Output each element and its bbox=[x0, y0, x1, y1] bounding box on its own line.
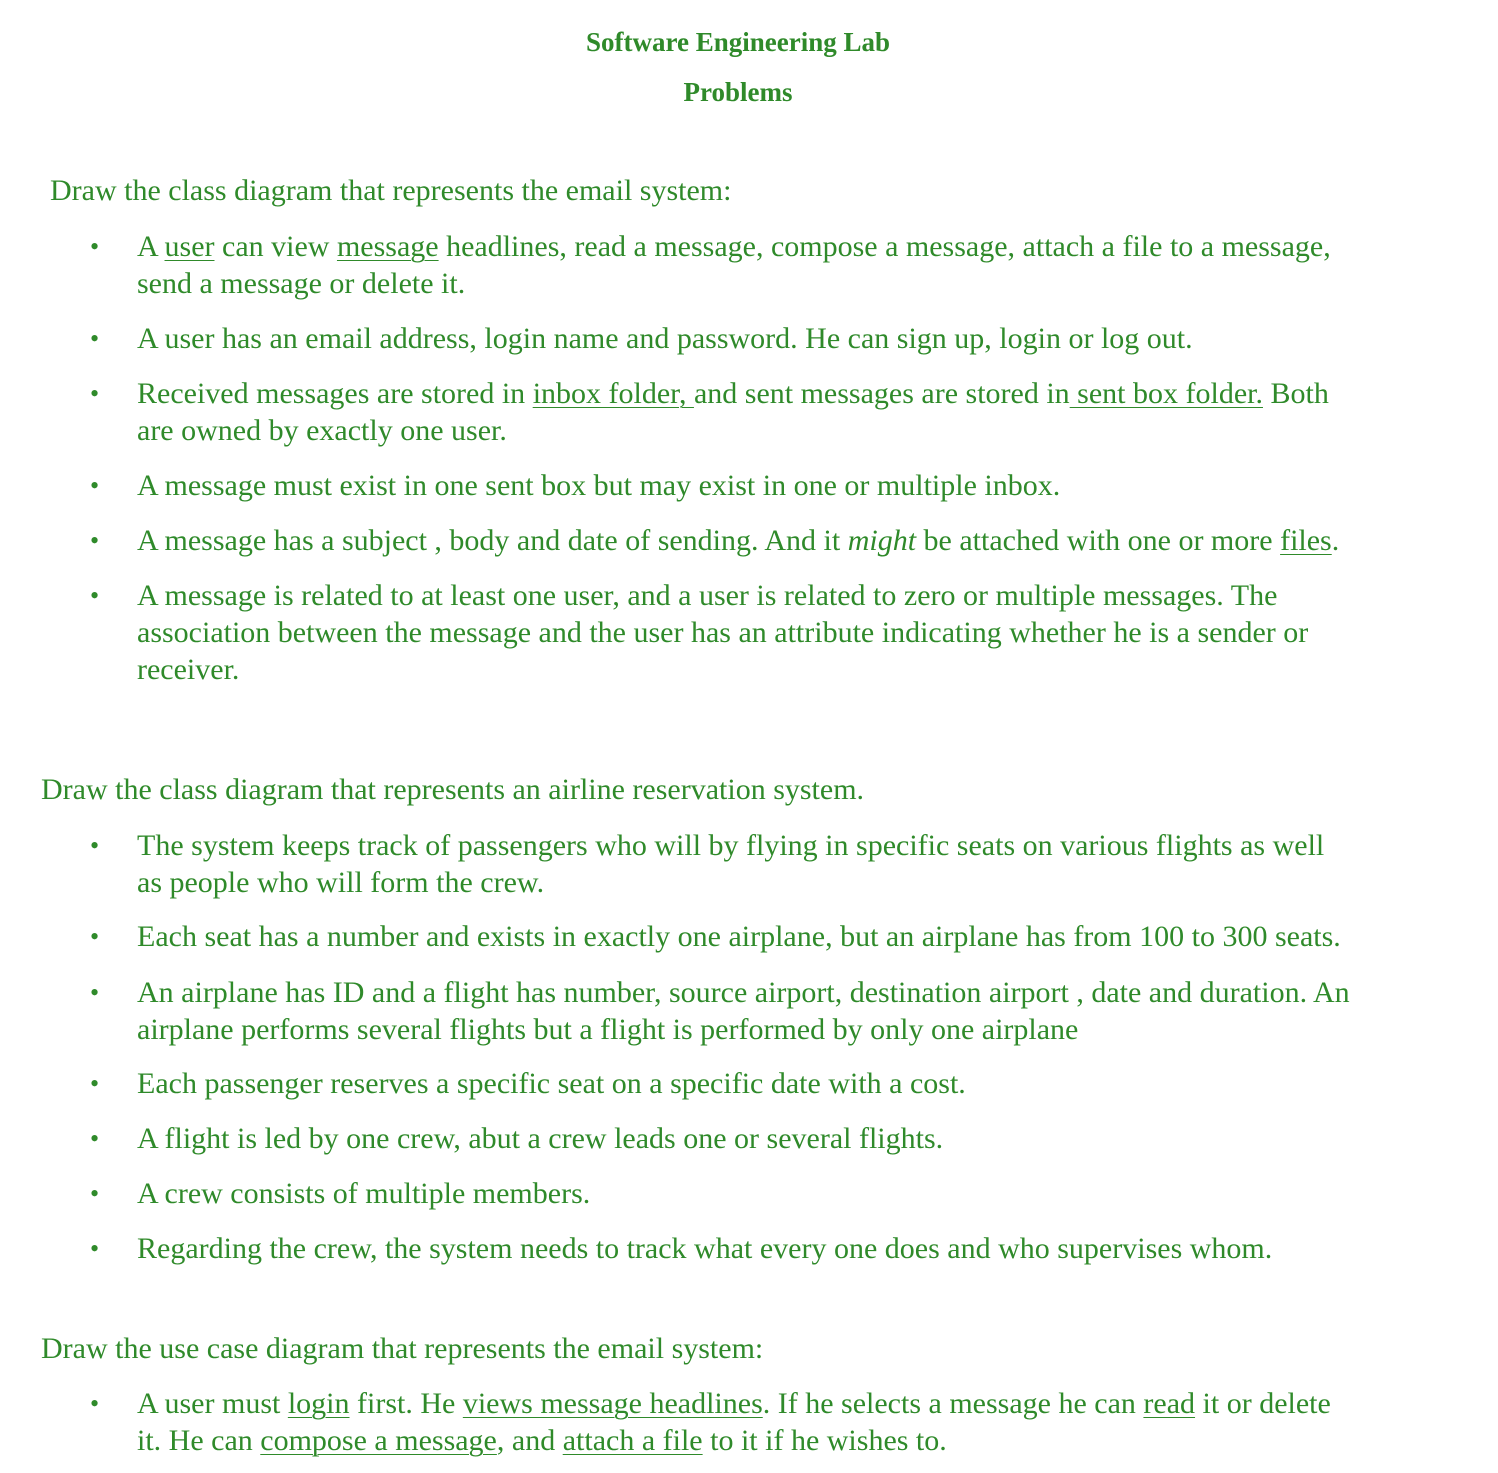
list-item bbox=[90, 522, 1437, 559]
bullet-icon: • bbox=[90, 379, 100, 408]
item-line: send a message or delete it. bbox=[137, 267, 466, 300]
item-line: A user has an email address, login name and password. He can sign up, login or log out. bbox=[137, 322, 1193, 355]
bullet-icon: • bbox=[90, 324, 100, 353]
item-line: A message is related to at least one user, and a user is related to zero or multiple messages. The bbox=[137, 579, 1278, 612]
item-line: it. He can compose a message, and attach a file to it if he wishes to. bbox=[137, 1424, 947, 1457]
item-line: airplane performs several flights but a flight is performed by only one airplane bbox=[137, 1013, 1079, 1046]
item-line: A user can view message headlines, read a message, compose a message, attach a file to a message, bbox=[137, 230, 1331, 263]
list-item bbox=[90, 1120, 1437, 1157]
document-subtitle: Problems bbox=[683, 77, 793, 107]
list-item bbox=[90, 1175, 1437, 1212]
bullet-icon: • bbox=[90, 1389, 100, 1418]
item-line: A flight is led by one crew, abut a crew leads one or several flights. bbox=[137, 1122, 944, 1155]
list-item bbox=[90, 974, 1437, 1048]
section-heading-email-usecase: Draw the use case diagram that represents the email system: bbox=[41, 1332, 764, 1365]
bullet-icon: • bbox=[90, 1124, 100, 1153]
item-line: A message has a subject , body and date of sending. And it might be attached with one or more files. bbox=[137, 524, 1340, 557]
item-line: Each seat has a number and exists in exactly one airplane, but an airplane has from 100 to 300 seats. bbox=[137, 920, 1341, 953]
item-line: An airplane has ID and a flight has number, source airport, destination airport , date and duration. An bbox=[137, 976, 1350, 1009]
item-line: are owned by exactly one user. bbox=[137, 414, 507, 447]
document-title: Software Engineering Lab bbox=[585, 27, 890, 57]
list-item bbox=[90, 228, 1437, 302]
list-item bbox=[90, 1385, 1437, 1459]
list-item bbox=[90, 577, 1437, 688]
section-heading-airline-class: Draw the class diagram that represents an airline reservation system. bbox=[41, 773, 865, 806]
item-line: Each passenger reserves a specific seat on a specific date with a cost. bbox=[137, 1067, 966, 1100]
bullet-icon: • bbox=[90, 471, 100, 500]
item-line: Regarding the crew, the system needs to track what every one does and who supervises whom. bbox=[137, 1232, 1273, 1265]
item-line: association between the message and the user has an attribute indicating whether he is a sender or bbox=[137, 616, 1309, 649]
item-line: A message must exist in one sent box but may exist in one or multiple inbox. bbox=[137, 469, 1061, 502]
item-line: A user must login first. He views message headlines. If he selects a message he can read it or delete bbox=[137, 1387, 1331, 1420]
bullet-icon: • bbox=[90, 1069, 100, 1098]
list-item bbox=[90, 320, 1437, 357]
bullet-icon: • bbox=[90, 526, 100, 555]
bullet-icon: • bbox=[90, 922, 100, 951]
bullet-icon: • bbox=[90, 831, 100, 860]
item-line: as people who will form the crew. bbox=[137, 866, 545, 899]
item-line: A crew consists of multiple members. bbox=[137, 1177, 591, 1210]
list-item bbox=[90, 1065, 1437, 1102]
bullet-icon: • bbox=[90, 232, 100, 261]
item-line: Received messages are stored in inbox folder, and sent messages are stored in sent box folder. Both bbox=[137, 377, 1329, 410]
item-line: receiver. bbox=[137, 653, 240, 686]
bullet-icon: • bbox=[90, 581, 100, 610]
list-item bbox=[90, 918, 1437, 955]
list-item bbox=[90, 1230, 1437, 1267]
list-item bbox=[90, 375, 1437, 449]
bullet-icon: • bbox=[90, 1234, 100, 1263]
item-line: The system keeps track of passengers who will by flying in specific seats on various flights as well bbox=[137, 829, 1325, 862]
bullet-icon: • bbox=[90, 978, 100, 1007]
section-heading-email-class: Draw the class diagram that represents the email system: bbox=[50, 174, 732, 207]
list-item bbox=[90, 827, 1437, 901]
bullet-icon: • bbox=[90, 1179, 100, 1208]
list-item bbox=[90, 467, 1437, 504]
